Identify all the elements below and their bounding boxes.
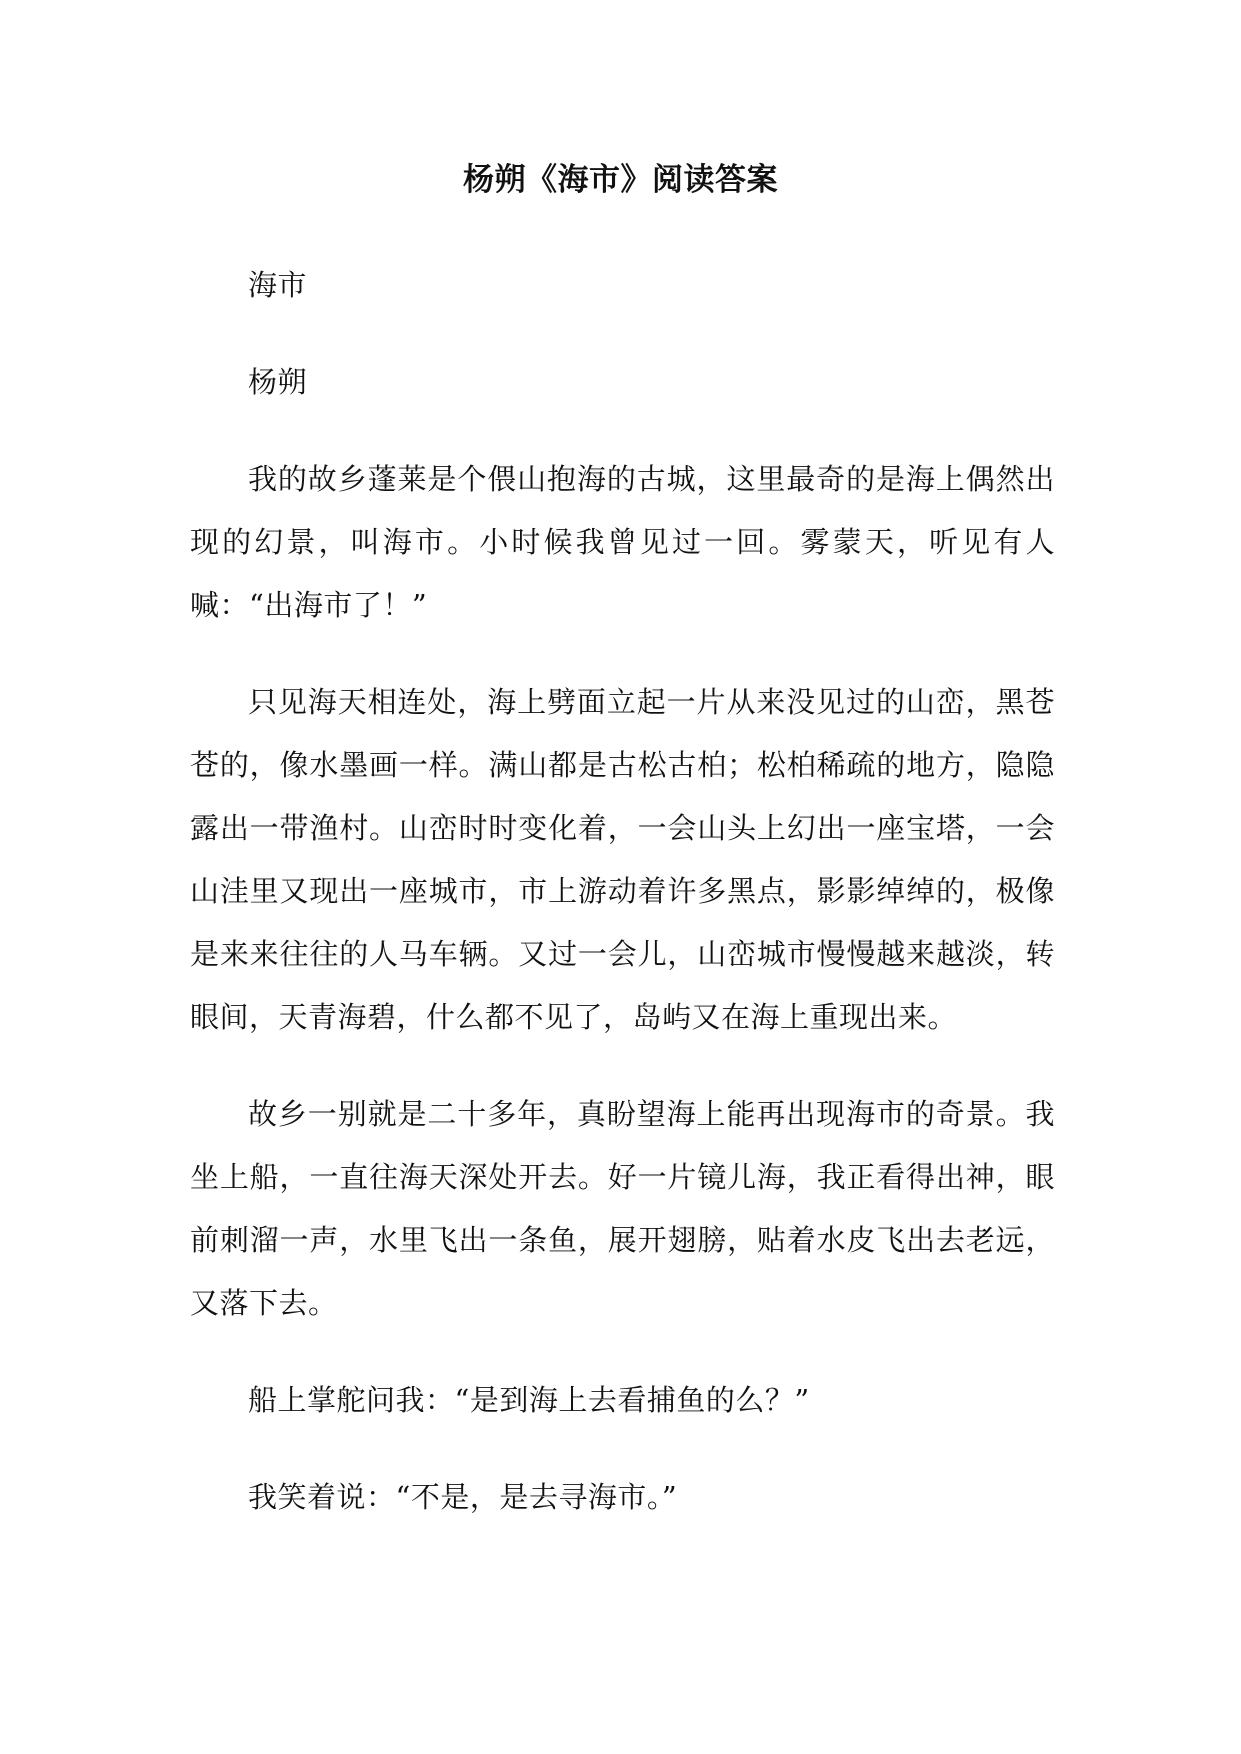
paragraph-4: 船上掌舵问我：“是到海上去看捕鱼的么？”: [248, 1383, 810, 1417]
paragraph-3: 故乡一别就是二十多年，真盼望海上能再出现海市的奇景。我坐上船，一直往海天深处开去。好一片镜儿海，我正看得出神，眼前刺溜一声，水里飞出一条鱼，展开翅膀，贴着水皮飞出去老远，又落下去。: [190, 1097, 1055, 1320]
document-body: [190, 254, 1055, 1563]
document-title: 杨朔《海市》阅读答案: [463, 162, 778, 198]
paragraph-2: 只见海天相连处，海上劈面立起一片从来没见过的山峦，黑苍苍的，像水墨画一样。满山都是古松古柏；松柏稀疏的地方，隐隐露出一带渔村。山峦时时变化着，一会山头上幻出一座宝塔，一会山洼里又现出一座城市，市上游动着许多黑点，影影绰绰的，极像是来来往往的人马车辆。又过一会儿，山峦城市慢慢越来越淡，转眼间，天青海碧，什么都不见了，岛屿又在海上重现出来。: [190, 685, 1055, 1034]
paragraph-1: 我的故乡蓬莱是个偎山抱海的古城，这里最奇的是海上偶然出现的幻景，叫海市。小时候我曾见过一回。雾蒙天，听见有人喊：“出海市了！”: [190, 462, 1055, 622]
heading-essay-title: 海市: [248, 268, 308, 302]
paragraph-5: 我笑着说：“不是，是去寻海市。”: [248, 1480, 678, 1514]
heading-author: 杨朔: [248, 365, 308, 399]
